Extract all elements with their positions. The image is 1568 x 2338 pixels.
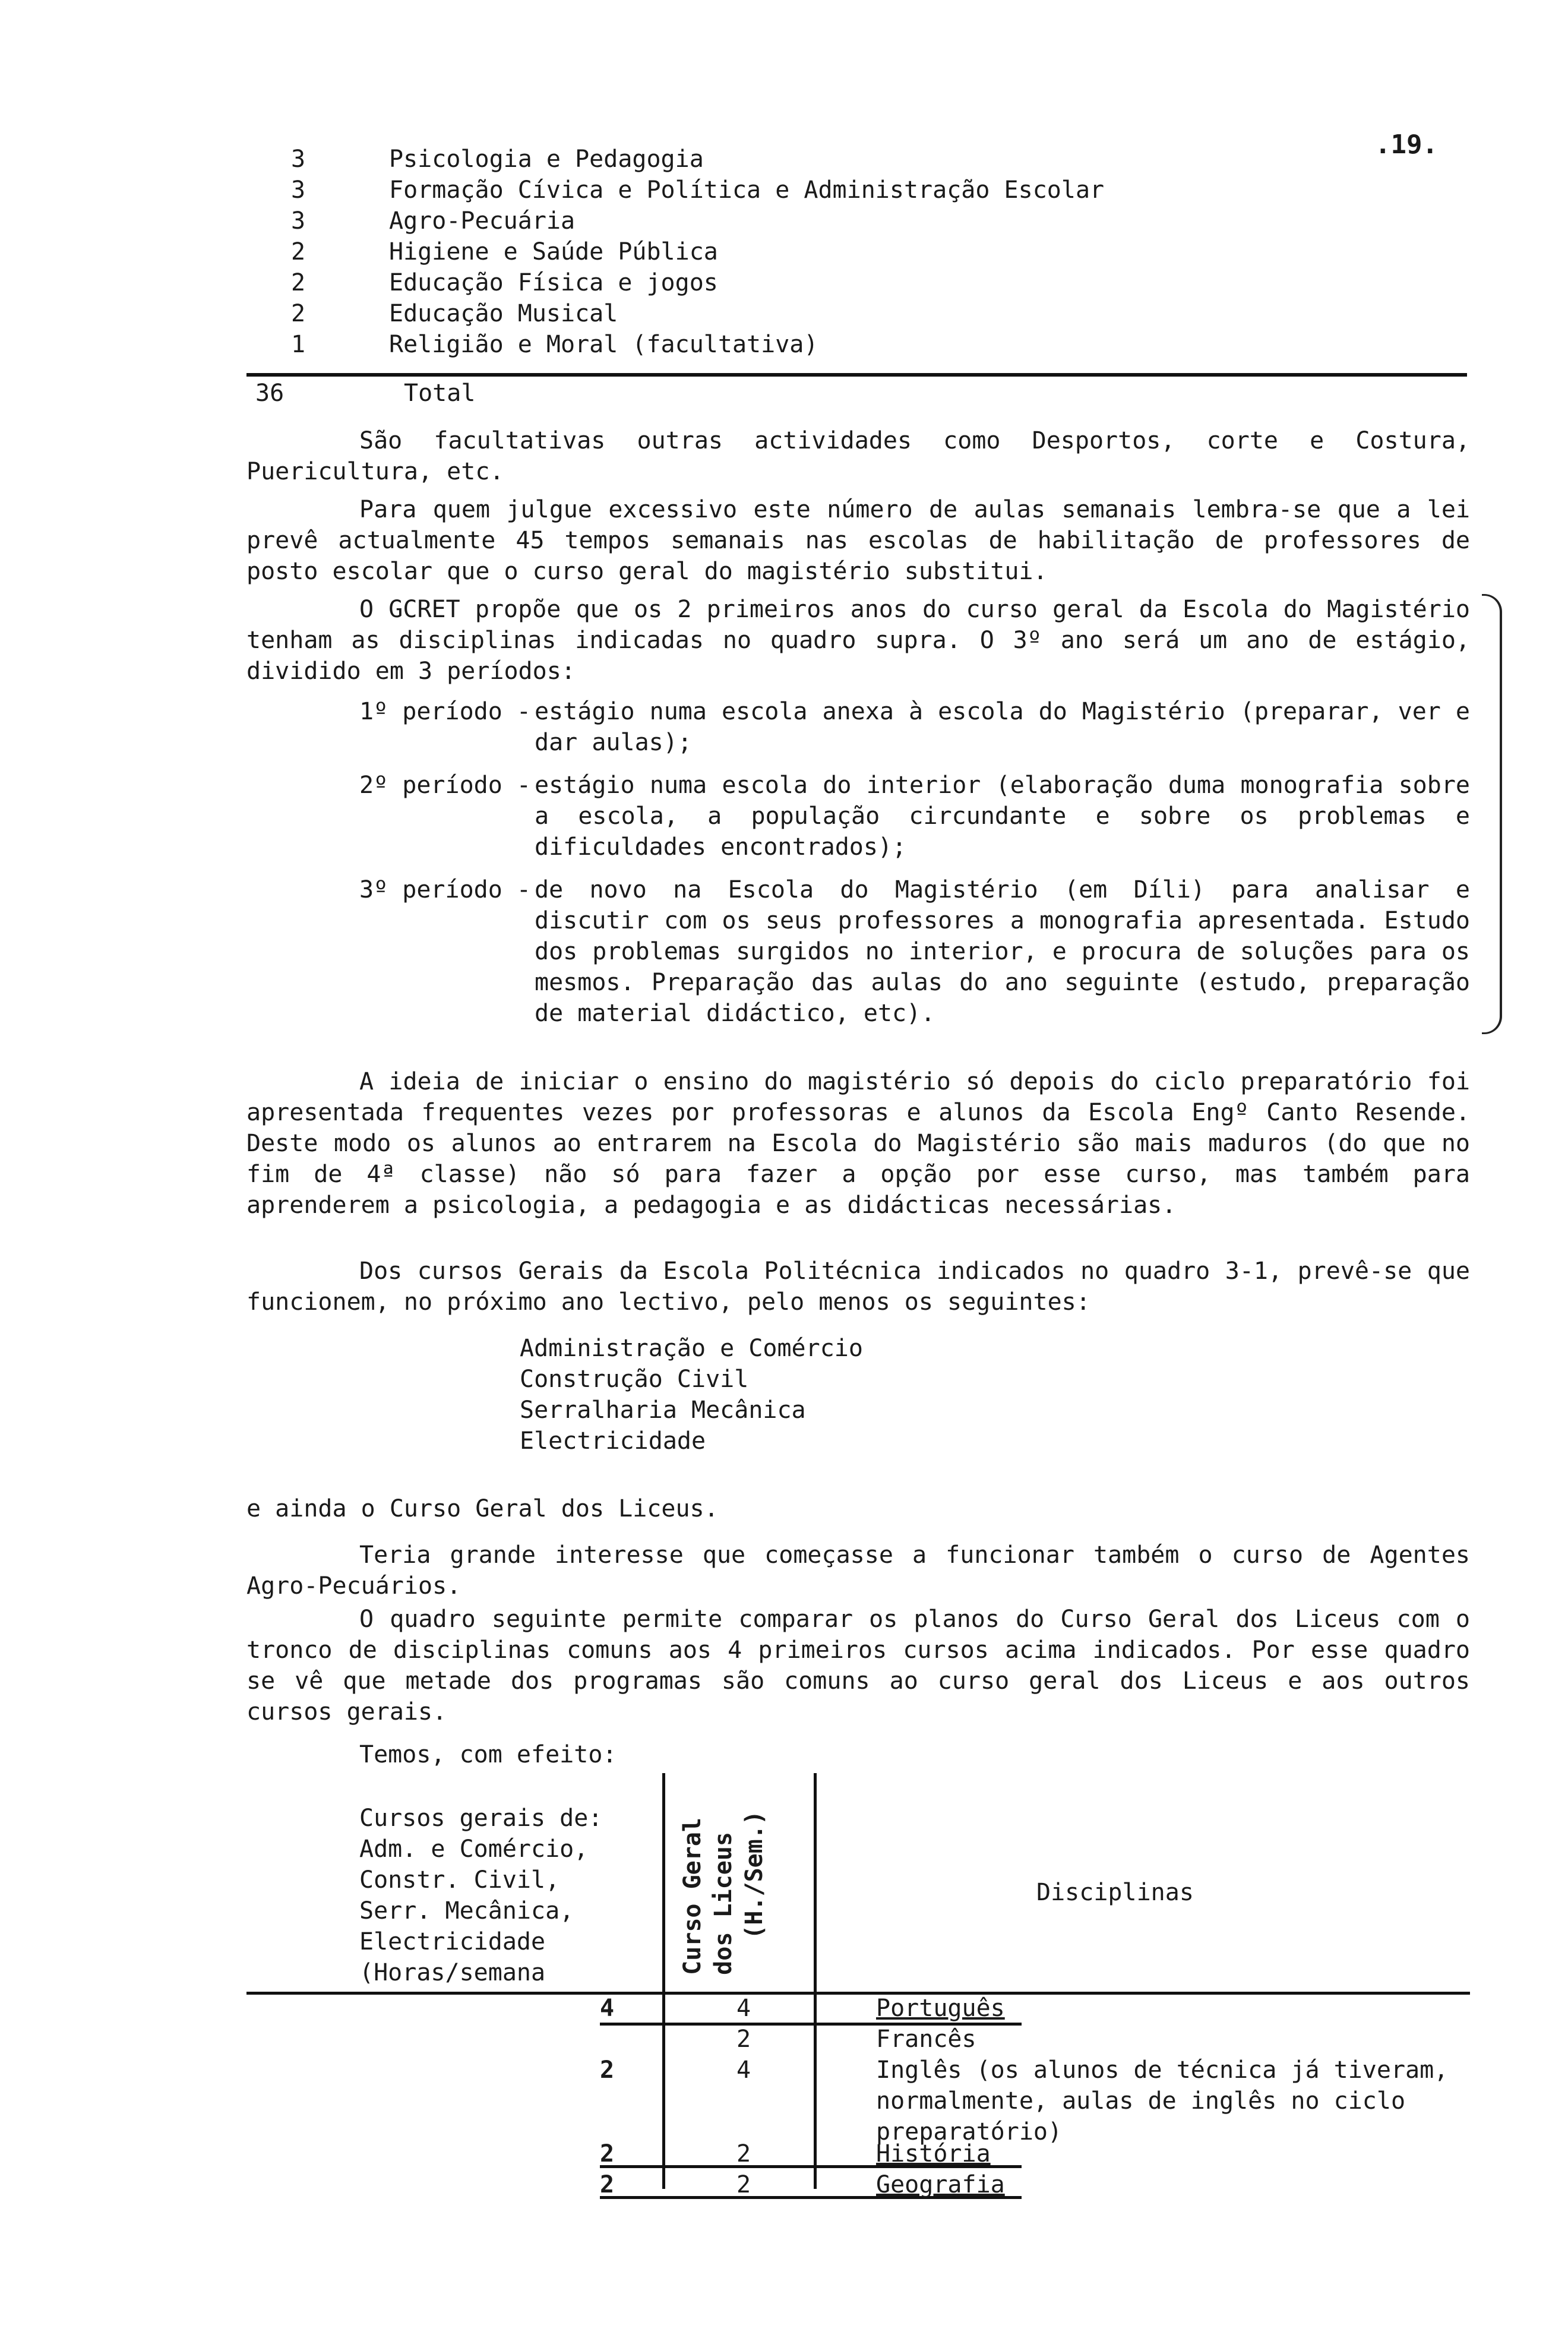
- schedule-row: [285, 206, 1295, 236]
- header-line: Electricidade: [359, 1928, 546, 1955]
- table-mid-header: [677, 1773, 772, 1975]
- schedule-row: [285, 267, 1295, 298]
- period-text: estágio numa escola do interior (elaboração duma monografia sobre a escola, a população circundante e sobre os problemas e dificuldades encontrados);: [535, 772, 1470, 861]
- header-line: dos Liceus: [710, 1832, 737, 1975]
- table-cell-gerais: 2: [600, 2140, 615, 2168]
- course-item: Construção Civil: [520, 1366, 749, 1393]
- column-divider: [662, 1773, 665, 2189]
- table-left-header: [359, 1803, 602, 1988]
- period-label: 1º período -: [359, 698, 531, 725]
- table-cell-disciplina: Inglês (os alunos de técnica já tiveram, normalmente, aulas de inglês no ciclo preparatório): [876, 2056, 1449, 2146]
- subject-name: Psicologia e Pedagogia: [389, 146, 704, 173]
- table-cell-disciplina: História: [876, 2140, 991, 2168]
- table-cell-liceus: 2: [736, 2026, 751, 2053]
- table-right-header: Disciplinas: [1036, 1879, 1194, 1906]
- course-list: [520, 1333, 863, 1456]
- paragraph-liceus: e ainda o Curso Geral dos Liceus.: [246, 1495, 719, 1522]
- subject-name: Formação Cívica e Política e Administração Escolar: [389, 176, 1105, 204]
- paragraph-general-courses: Dos cursos Gerais da Escola Politécnica indicados no quadro 3-1, prevê-se que funcionem, no próximo ano lectivo, pelo menos os seguintes:: [246, 1258, 1470, 1316]
- period-text: de novo na Escola do Magistério (em Díli) para analisar e discutir com os seus professores a monografia apresentada. Estudo dos problemas surgidos no interior, e procura de soluções para os mesmos. Preparação das aulas do ano seguinte (estudo, preparação de material didáctico, etc).: [535, 876, 1470, 1027]
- schedule-row: [285, 298, 1295, 329]
- table-cell-gerais: 2: [600, 2056, 615, 2084]
- header-line: Adm. e Comércio,: [359, 1835, 589, 1863]
- course-item: Serralharia Mecânica: [520, 1397, 806, 1424]
- schedule-row: [285, 329, 1295, 360]
- paragraph-agro-course: Teria grande interesse que começasse a funcionar também o curso de Agentes Agro-Pecuários.: [246, 1541, 1470, 1600]
- paragraph-comparison: O quadro seguinte permite comparar os planos do Curso Geral dos Liceus com o tronco de disciplinas comuns aos 4 primeiros cursos acima indicados. Por esse quadro se vê que metade dos programas são comuns ao curso geral dos Liceus e aos outros cursos gerais.: [246, 1606, 1470, 1726]
- course-item: Electricidade: [520, 1427, 706, 1455]
- period-label: 2º período -: [359, 772, 531, 799]
- table-cell-gerais: 2: [600, 2171, 615, 2198]
- table-cell-liceus: 2: [736, 2140, 751, 2168]
- page-number: .19.: [1375, 129, 1438, 160]
- paragraph-magisterio-idea: A ideia de iniciar o ensino do magistério só depois do ciclo preparatório foi apresentada frequentes vezes por professoras e alunos da Escola Engº Canto Resende. Deste modo os alunos ao entrarem na Escola do Magistério são mais maduros (do que no fim de 4ª classe) não só para fazer a opção por esse curso, mas também para aprenderem a psicologia, a pedagogia e as didácticas necessárias.: [246, 1068, 1470, 1219]
- schedule-row: [285, 236, 1295, 267]
- table-cell-disciplina: Francês: [876, 2026, 976, 2053]
- total-rule: [246, 373, 1467, 377]
- hours-value: 3: [291, 146, 306, 173]
- header-line: Curso Geral: [679, 1818, 706, 1975]
- header-line: Constr. Civil,: [359, 1866, 560, 1894]
- subject-name: Educação Musical: [389, 300, 618, 327]
- schedule-row: [285, 144, 1295, 175]
- hours-value: 2: [291, 300, 306, 327]
- margin-bracket: [1482, 594, 1502, 1034]
- header-line: (Horas/semana: [359, 1959, 546, 1986]
- header-line: Cursos gerais de:: [359, 1805, 603, 1832]
- column-divider: [814, 1773, 817, 2189]
- table-cell-liceus: 4: [736, 2056, 751, 2084]
- header-line: Serr. Mecânica,: [359, 1897, 574, 1925]
- schedule-row: [285, 175, 1295, 206]
- subject-name: Educação Física e jogos: [389, 269, 718, 296]
- paragraph-weekly-lessons: Para quem julgue excessivo este número de aulas semanais lembra-se que a lei prevê actualmente 45 tempos semanais nas escolas de habilitação de professores de posto escolar que o curso geral do magistério substitui.: [246, 496, 1470, 585]
- paragraph-optional-activities: São facultativas outras actividades como Desportos, corte e Costura, Puericultura, etc.: [246, 427, 1470, 485]
- total-hours: 36: [255, 380, 284, 407]
- period-text: estágio numa escola anexa à escola do Magistério (preparar, ver e dar aulas);: [535, 698, 1470, 756]
- table-cell-gerais: 4: [600, 1995, 615, 2022]
- subject-name: Higiene e Saúde Pública: [389, 238, 718, 266]
- subject-name: Agro-Pecuária: [389, 207, 576, 235]
- total-label: Total: [404, 380, 476, 407]
- hours-value: 3: [291, 176, 306, 204]
- table-cell-liceus: 4: [736, 1995, 751, 2022]
- table-cell-disciplina: Português: [876, 1995, 1005, 2022]
- table-cell-liceus: 2: [736, 2171, 751, 2198]
- course-item: Administração e Comércio: [520, 1335, 863, 1362]
- table-cell-disciplina: Geografia: [876, 2171, 1005, 2198]
- hours-value: 3: [291, 207, 306, 235]
- paragraph-temos: Temos, com efeito:: [359, 1741, 617, 1768]
- hours-value: 1: [291, 331, 306, 358]
- hours-value: 2: [291, 269, 306, 296]
- period-label: 3º período -: [359, 876, 531, 903]
- hours-value: 2: [291, 238, 306, 266]
- paragraph-gcret-proposal: O GCRET propõe que os 2 primeiros anos do curso geral da Escola do Magistério tenham as disciplinas indicadas no quadro supra. O 3º ano será um ano de estágio, dividido em 3 períodos:: [246, 596, 1470, 685]
- subject-name: Religião e Moral (facultativa): [389, 331, 818, 358]
- header-line: (H./Sem.): [741, 1811, 768, 1939]
